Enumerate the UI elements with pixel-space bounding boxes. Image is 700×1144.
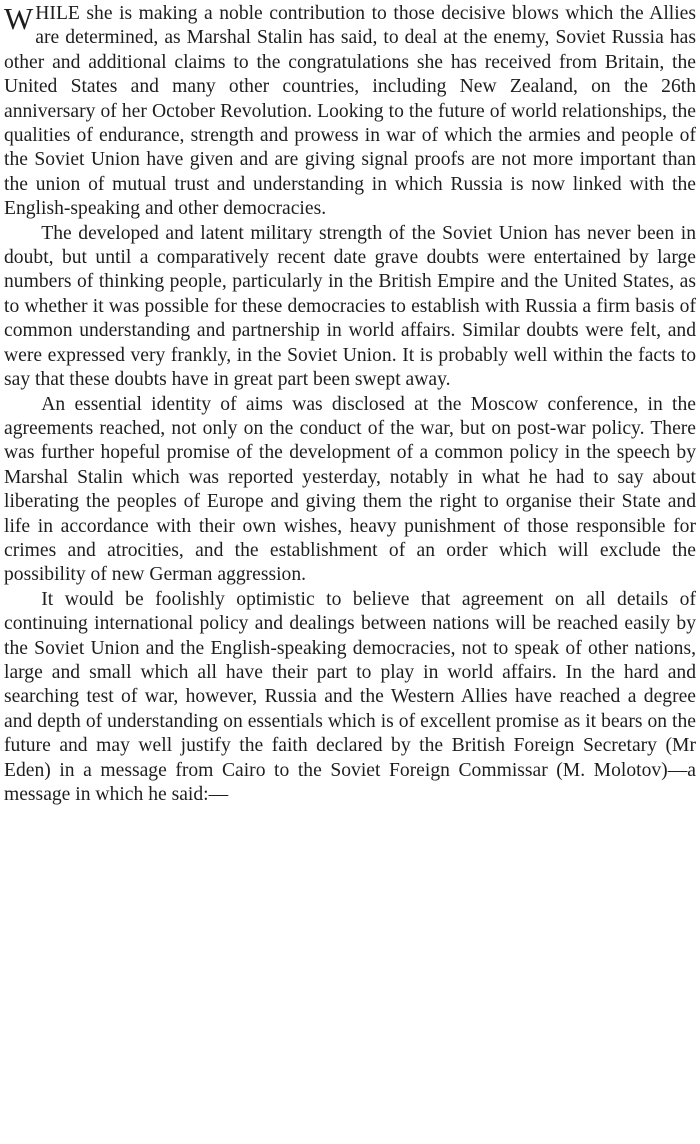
paragraph-1 xyxy=(4,2,696,222)
paragraph-2: The developed and latent military strength of the Soviet Union has never been in doubt, but until a comparatively recent date grave doubts were entertained by large numbers of thinking people, particularly in the British Empire and the United States, as to whether it was possible for these democracies to establish with Russia a firm basis of common understanding and partnership in world affairs. Similar doubts were felt, and were expressed very frankly, in the Soviet Union. It is probably well within the facts to say that these doubts have in great part been swept away. xyxy=(4,222,696,391)
paragraph-4: It would be foolishly optimistic to believe that agreement on all details of continuing international policy and dealings between nations will be reached easily by the Soviet Union and the English-speaking democracies, not to speak of other nations, large and small which all have their part to play in world affairs. In the hard and searching test of war, however, Russia and the Western Allies have reached a degree and depth of understanding on essentials which is of excellent promise as it bears on the future and may well justify the faith declared by the British Foreign Secretary (Mr Eden) in a message from Cairo to the Soviet Foreign Commissar (M. Molotov)—a message in which he said:— xyxy=(4,588,696,805)
drop-cap: W xyxy=(4,1,34,36)
paragraph-1-text: HILE she is making a noble contribution to those decisive blows which the Allies are determined, as Marshal Stalin has said, to deal at the enemy, Soviet Russia has other and additional claims to the congratulations she has received from Britain, the United States and many other countries, including New Zealand, on the 26th anniversary of her October Revolution. Looking to the future of world relationships, the qualities of endurance, strength and prowess in war of which the armies and people of the Soviet Union have given and are giving signal proofs are not more important than the union of mutual trust and understanding in which Russia is now linked with the English-speaking and other democracies. xyxy=(4,3,696,220)
paragraph-3: An essential identity of aims was disclosed at the Moscow conference, in the agreements reached, not only on the conduct of the war, but on post-war policy. There was further hopeful promise of the development of a common policy in the speech by Marshal Stalin which was reported yesterday, notably in what he had to say about liberating the peoples of Europe and giving them the right to organise their State and life in accordance with their own wishes, heavy punishment of those responsible for crimes and atrocities, and the establishment of an order which will exclude the possibility of new German aggression. xyxy=(4,393,696,586)
